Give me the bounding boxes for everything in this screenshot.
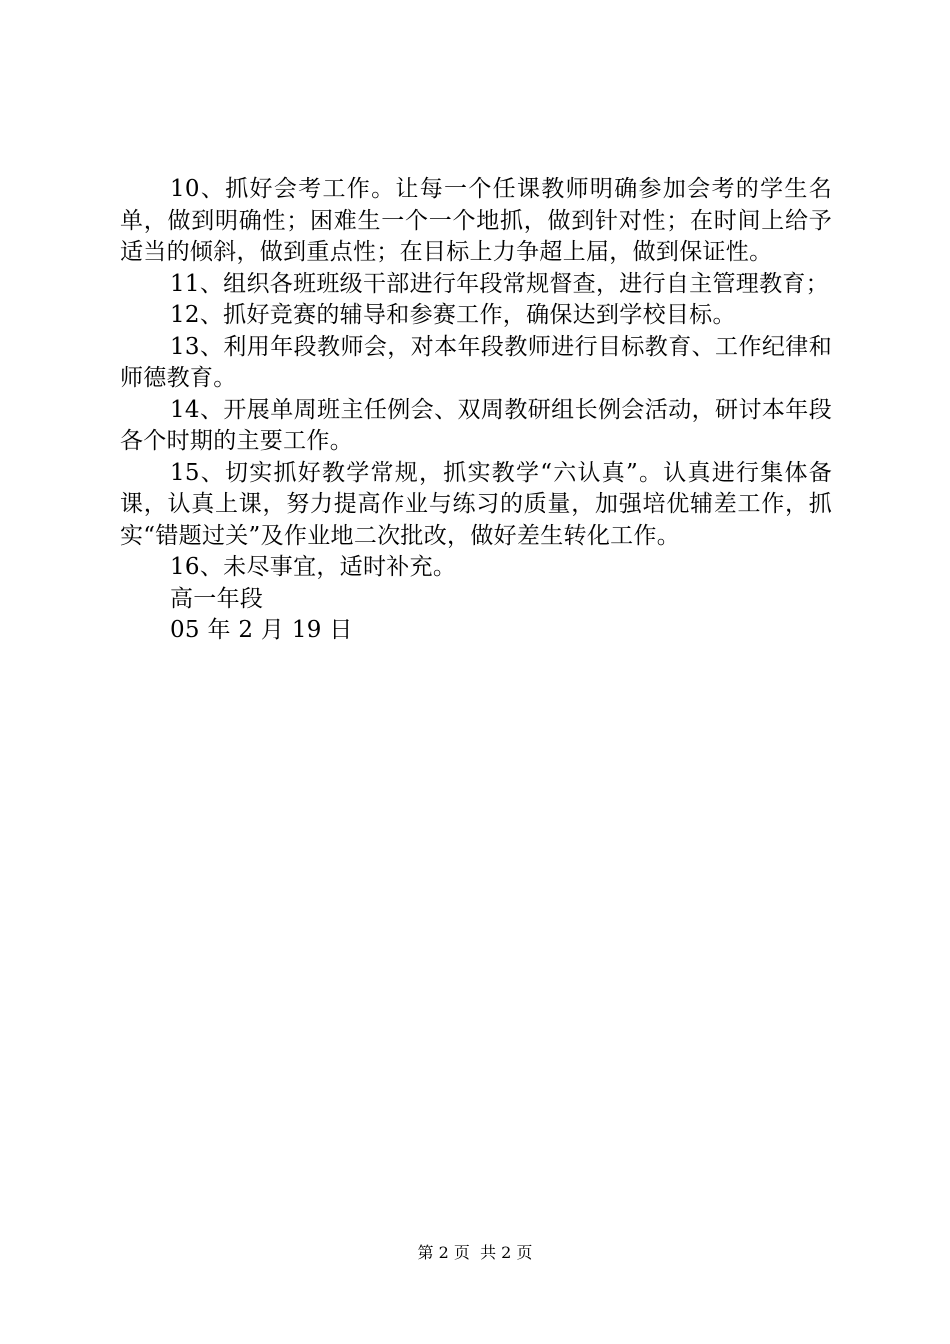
- page-footer: [0, 1243, 950, 1263]
- signature-line: 高一年段: [170, 585, 264, 612]
- paragraph-item-15: 15、切实抓好教学常规，抓实教学“六认真”。认真进行集体备课，认真上课，努力提高作业与练习的质量，加强培优辅差工作，抓实“错题过关”及作业地二次批改，做好差生转化工作。: [120, 459, 832, 549]
- paragraph-item-12: 12、抓好竞赛的辅导和参赛工作，确保达到学校目标。: [170, 302, 736, 328]
- paragraph-item-10: 10、抓好会考工作。让每一个任课教师明确参加会考的学生名单，做到明确性；困难生一个一个地抓，做到针对性；在时间上给予适当的倾斜，做到重点性；在目标上力争超上届，做到保证性。: [120, 176, 832, 265]
- paragraph-item-11: 11、组织各班班级干部进行年段常规督查，进行自主管理教育；: [170, 270, 829, 297]
- paragraph-item-13: 13、利用年段教师会，对本年段教师进行目标教育、工作纪律和师德教育。: [120, 333, 832, 391]
- paragraph-item-16: 16、未尽事宜，适时补充。: [170, 554, 457, 580]
- date-line: 05 年 2 月 19 日: [170, 617, 353, 643]
- document-body: [120, 174, 832, 647]
- paragraph-item-14: 14、开展单周班主任例会、双周教研组长例会活动，研讨本年段各个时期的主要工作。: [120, 396, 832, 454]
- page-number-label: 第 2 页 共 2 页: [417, 1243, 533, 1262]
